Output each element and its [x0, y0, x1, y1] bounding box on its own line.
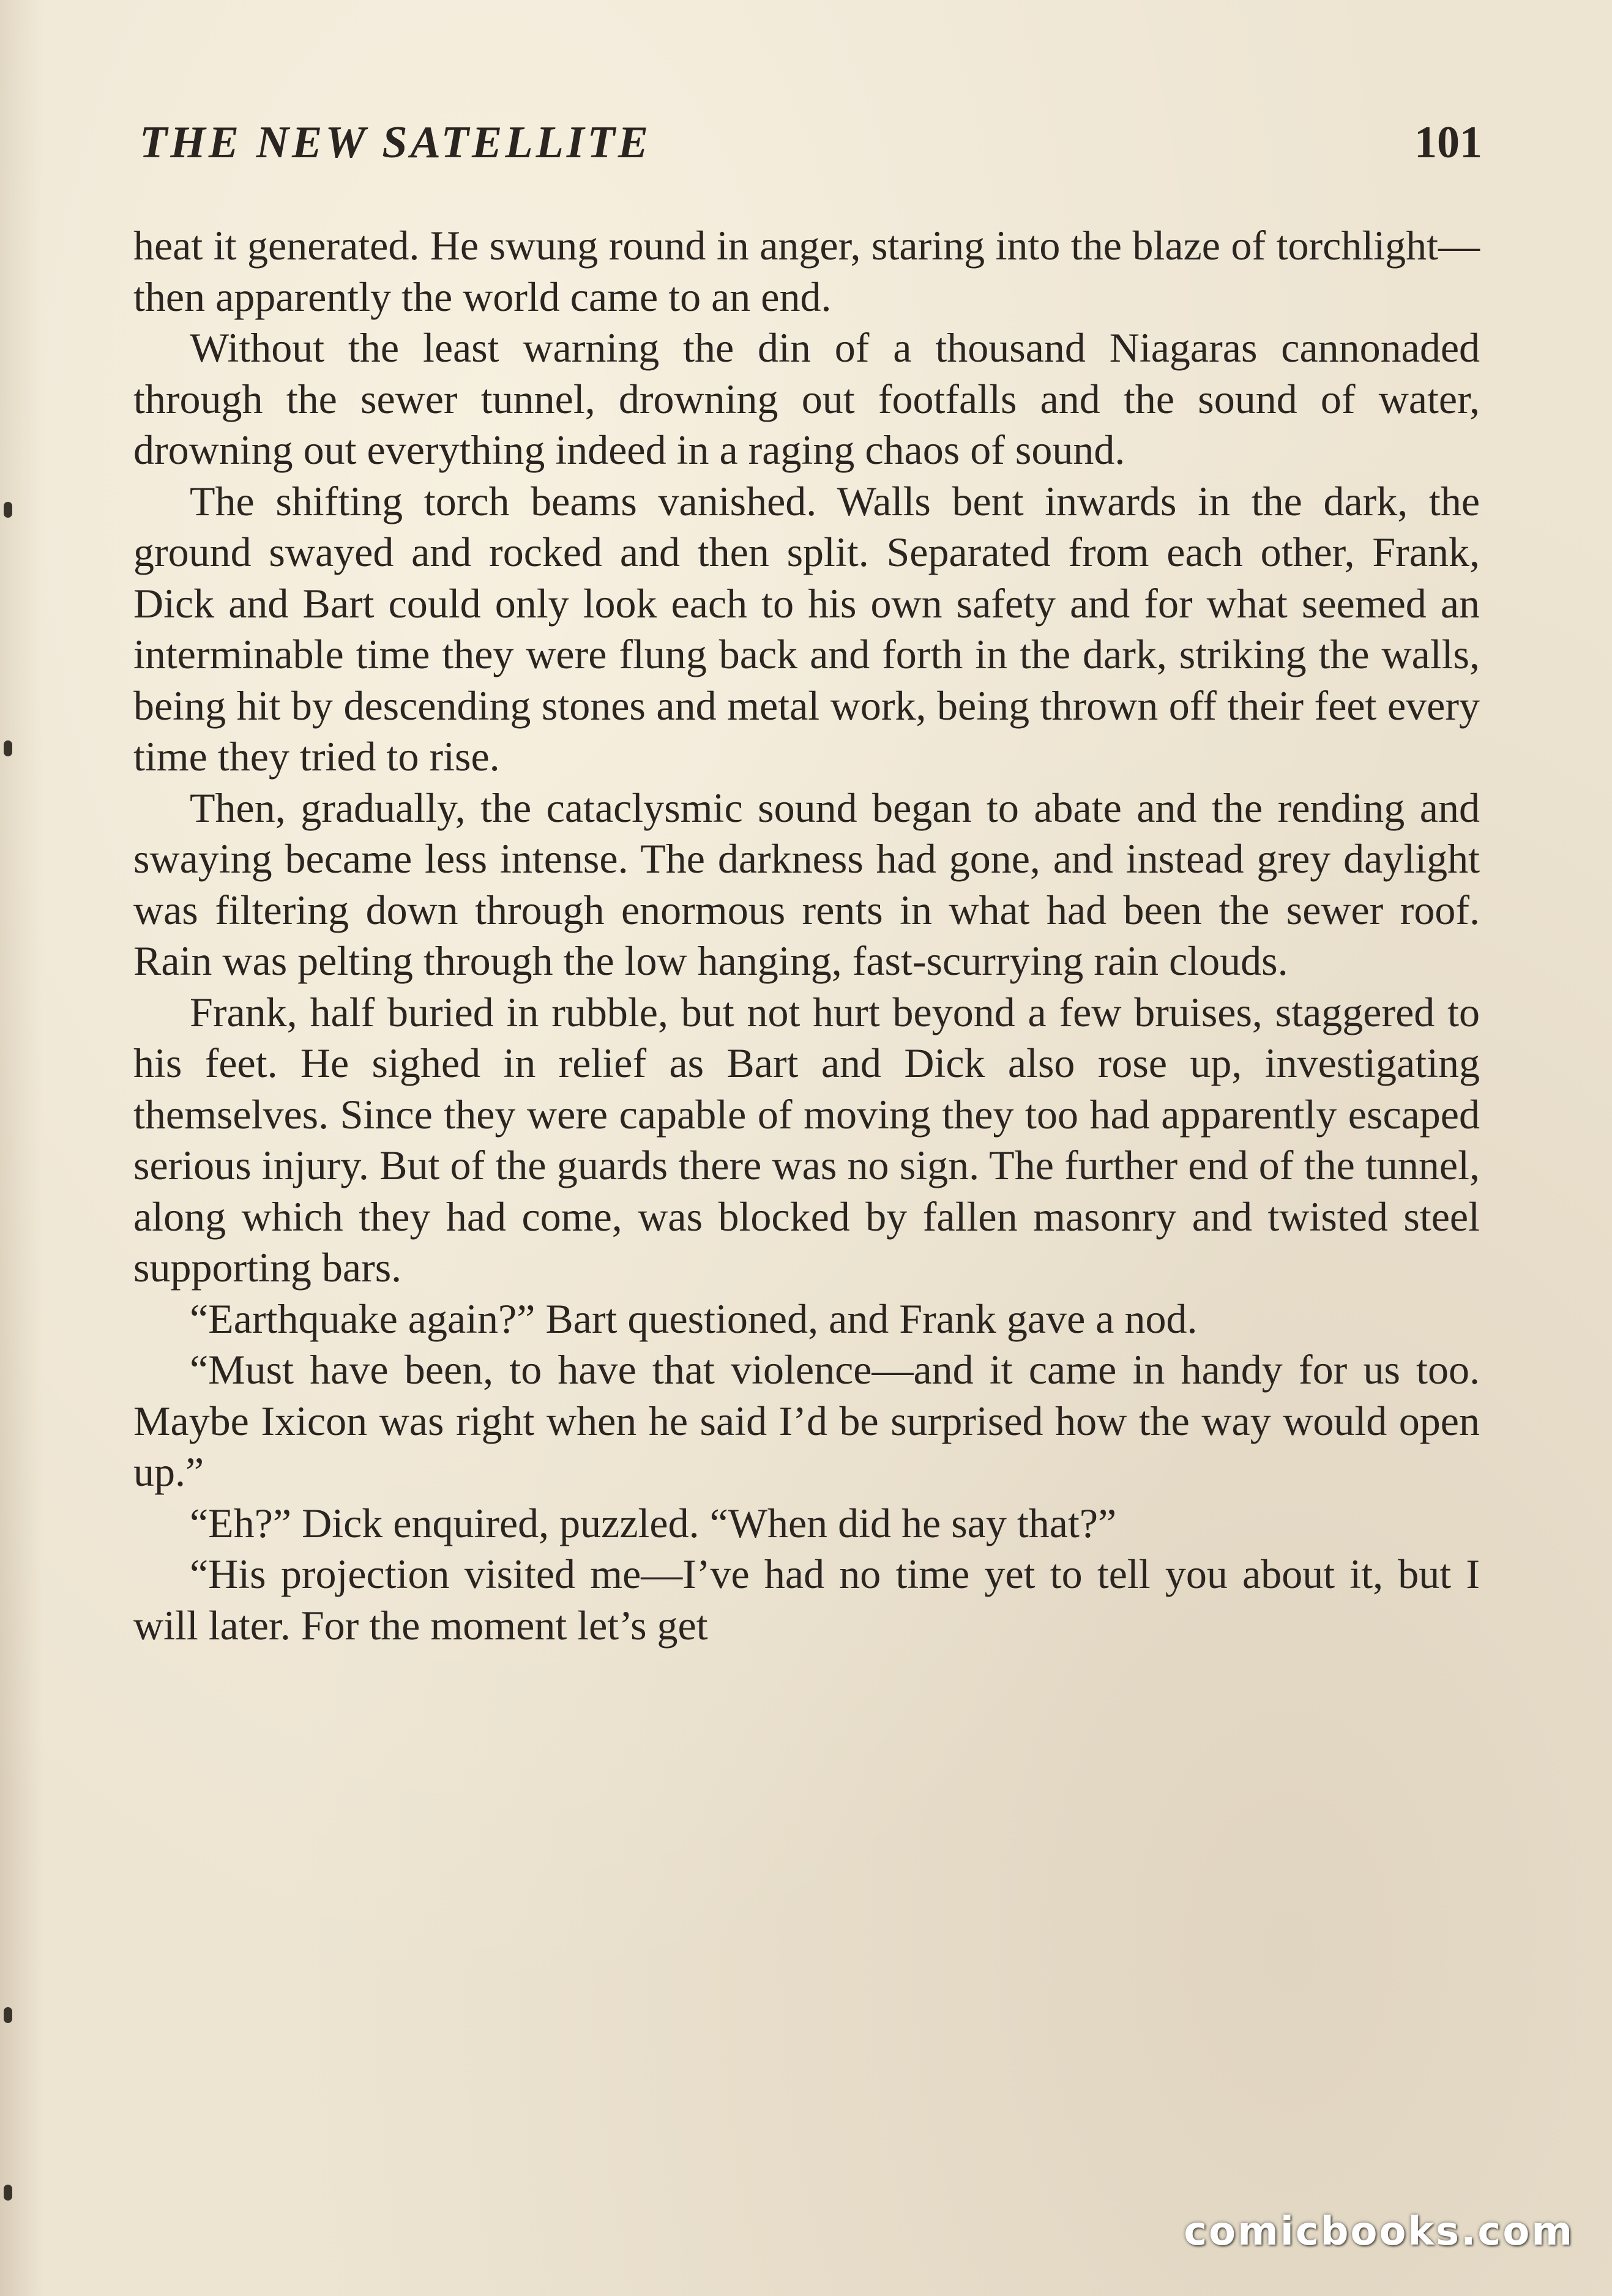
watermark: comicbooks.com	[1184, 2209, 1574, 2254]
book-title: THE NEW SATELLITE	[140, 117, 652, 168]
paragraph: heat it generated. He swung round in anger, staring into the blaze of torchlight—then apparently the world came to an end.	[133, 222, 1480, 320]
paragraph: Frank, half buried in rubble, but not hurt beyond a few bruises, staggered to his feet. He sighed in relief as Bart and Dick also rose up, investigating themselves. Since they were capable of moving they too had apparently escaped serious injury. But of the guards there was no sign. The further end of the tunnel, along which they had come, was blocked by fallen masonry and twisted steel supporting bars.	[133, 988, 1480, 1291]
binding-hole	[4, 740, 12, 756]
binding-hole	[4, 2007, 12, 2023]
running-head	[140, 115, 1482, 170]
binding-hole	[4, 502, 12, 518]
binding-hole	[4, 2185, 12, 2201]
page-number: 101	[1414, 117, 1482, 168]
paragraph: “Earthquake again?” Bart questioned, and Frank gave a nod.	[190, 1295, 1198, 1342]
paragraph: “His projection visited me—I’ve had no time yet to tell you about it, but I will later. For the moment let’s get	[133, 1551, 1480, 1649]
paragraph: “Must have been, to have that violence—and it came in handy for us too. Maybe Ixicon was right when he said I’d be surprised how the way would open up.”	[133, 1346, 1480, 1495]
paragraph: The shifting torch beams vanished. Walls bent inwards in the dark, the ground swayed and rocked and then split. Separated from each other, Frank, Dick and Bart could only look each to his own safety and for what seemed an interminable time they were flung back and forth in the dark, striking the walls, being hit by descending stones and metal work, being thrown off their feet every time they tried to rise.	[133, 477, 1480, 780]
body-text	[133, 220, 1480, 1651]
paragraph: Without the least warning the din of a thousand Niagaras cannonaded through the sewer tunnel, drowning out footfalls and the sound of water, drowning out everything indeed in a raging chaos of sound.	[133, 324, 1480, 473]
paragraph: Then, gradually, the cataclysmic sound began to abate and the rending and swaying became less intense. The darkness had gone, and instead grey daylight was filtering down through enormous rents in what had been the sewer roof. Rain was pelting through the low hanging, fast-scurrying rain clouds.	[133, 784, 1480, 984]
paragraph: “Eh?” Dick enquired, puzzled. “When did he say that?”	[190, 1499, 1117, 1546]
